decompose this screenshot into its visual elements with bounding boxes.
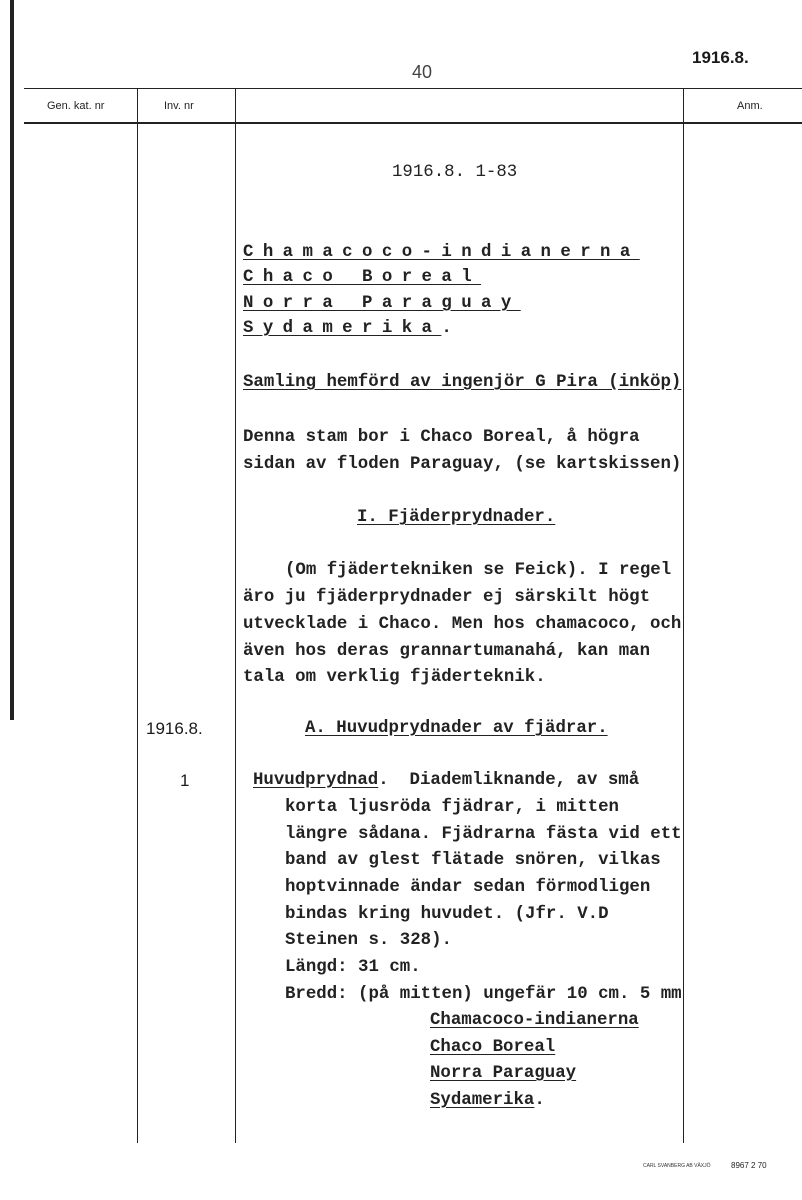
item-line: korta ljusröda fjädrar, i mitten bbox=[285, 798, 619, 817]
section-heading: I. Fjäderprydnader. bbox=[357, 508, 556, 527]
collector-line: Samling hemförd av ingenjör G Pira (inköp) bbox=[243, 373, 682, 392]
item-line: Längd: 31 cm. bbox=[285, 958, 421, 977]
item-line: Bredd: (på mitten) ungefär 10 cm. 5 mm bbox=[285, 985, 682, 1004]
binder-edge bbox=[10, 0, 14, 720]
form-code: 8967 2 70 bbox=[731, 1161, 767, 1170]
header-top-rule bbox=[24, 88, 802, 89]
corner-number: 1916.8. bbox=[692, 48, 749, 67]
section-text-line: (Om fjädertekniken se Feick). I regel bbox=[285, 561, 672, 580]
section-text-line: utvecklade i Chaco. Men hos chamacoco, och bbox=[243, 615, 682, 634]
heading-end: . bbox=[441, 319, 452, 338]
section-text-line: även hos deras grannartumanahá, kan man bbox=[243, 642, 651, 661]
column-header-gen-kat-nr: Gen. kat. nr bbox=[47, 100, 105, 112]
origin-line: Sydamerika bbox=[430, 1091, 535, 1110]
column-divider bbox=[235, 88, 236, 1143]
item-line: Steinen s. 328). bbox=[285, 931, 452, 950]
subsection-heading: A. Huvudprydnader av fjädrar. bbox=[305, 719, 608, 738]
item-number: 1 bbox=[180, 771, 190, 790]
item-first-line bbox=[253, 771, 639, 791]
origin-last bbox=[430, 1091, 545, 1111]
heading-line: Chamacoco-indianerna bbox=[243, 243, 640, 262]
origin-line: Chamacoco-indianerna bbox=[430, 1011, 639, 1030]
origin-line: Chaco Boreal bbox=[430, 1038, 556, 1057]
section-text-line: äro ju fjäderprydnader ej särskilt högt bbox=[243, 588, 651, 607]
column-divider bbox=[137, 88, 138, 1143]
heading-line: Chaco Boreal bbox=[243, 268, 482, 287]
item-title: Huvudprydnad bbox=[253, 771, 379, 790]
origin-end: . bbox=[534, 1091, 545, 1110]
column-header-anm: Anm. bbox=[737, 100, 763, 112]
heading-line: Norra Paraguay bbox=[243, 294, 521, 313]
item-line: hoptvinnade ändar sedan förmodligen bbox=[285, 878, 651, 897]
item-first-line-rest: . Diademliknande, av små bbox=[378, 771, 640, 790]
column-divider bbox=[683, 88, 684, 1143]
section-text-line: tala om verklig fjäderteknik. bbox=[243, 668, 546, 687]
column-header-inv-nr: Inv. nr bbox=[164, 100, 194, 112]
origin-line: Norra Paraguay bbox=[430, 1064, 577, 1083]
header-bottom-rule bbox=[24, 122, 802, 124]
item-line: bindas kring huvudet. (Jfr. V.D bbox=[285, 905, 609, 924]
intro-line: Denna stam bor i Chaco Boreal, å högra bbox=[243, 428, 640, 447]
item-line: band av glest flätade snören, vilkas bbox=[285, 851, 661, 870]
item-line: längre sådana. Fjädrarna fästa vid ett bbox=[285, 825, 682, 844]
heading-last bbox=[243, 319, 452, 339]
heading-line: Sydamerika bbox=[243, 319, 442, 338]
inv-prefix: 1916.8. bbox=[146, 719, 203, 738]
printer-imprint: CARL SVANBERG AB VÄXJÖ bbox=[643, 1163, 711, 1169]
intro-line: sidan av floden Paraguay, (se kartskissen) bbox=[243, 455, 682, 474]
collection-range: 1916.8. 1-83 bbox=[392, 163, 518, 182]
page-number: 40 bbox=[412, 62, 433, 82]
